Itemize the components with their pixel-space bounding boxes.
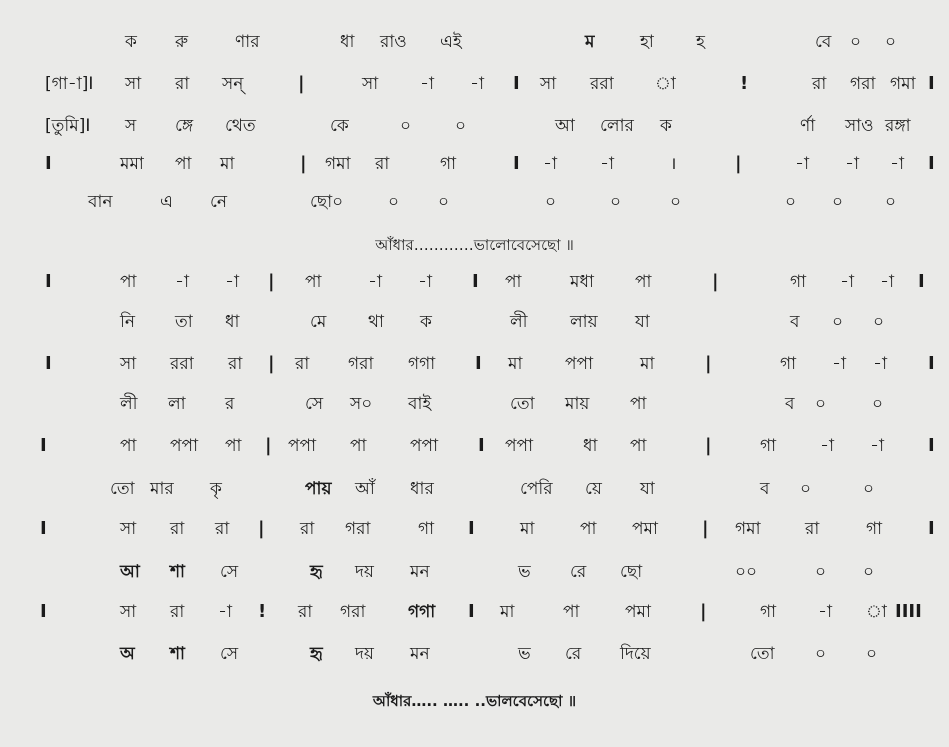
notation-line <box>0 150 949 178</box>
token: এ <box>160 192 173 212</box>
token: পা <box>175 154 192 174</box>
token: ০ <box>800 479 812 499</box>
token: -া <box>795 154 809 174</box>
token: পা <box>505 272 522 292</box>
token: পা <box>120 436 137 456</box>
token: ০ <box>610 192 622 212</box>
token: ০ <box>866 644 878 664</box>
token: I <box>468 601 475 622</box>
token: I <box>472 271 479 292</box>
token: রে <box>570 562 587 582</box>
token: পা <box>225 436 242 456</box>
token: স০ <box>350 394 373 414</box>
token: ০ <box>455 116 467 136</box>
notation-line <box>0 598 949 626</box>
token: ব <box>790 312 800 332</box>
token: লী <box>120 394 138 414</box>
token: এই <box>440 32 462 52</box>
notation-line <box>0 432 949 460</box>
token: পেরি <box>520 479 553 499</box>
token: [তুমি]I <box>45 116 91 136</box>
token: পমা <box>632 519 658 539</box>
token: -া <box>543 154 557 174</box>
token: ধা <box>583 436 598 456</box>
token: ০ <box>872 394 884 414</box>
token: ! <box>740 73 749 94</box>
token: সে <box>220 562 239 582</box>
token: -া <box>218 602 232 622</box>
token: য়ে <box>585 479 602 499</box>
token: আঁ <box>355 479 375 499</box>
lyric-line <box>0 640 949 668</box>
token: I <box>45 353 52 374</box>
refrain-line: আঁধার…………ভালোবেসেছো ॥ <box>375 236 574 254</box>
token: আ <box>120 562 140 582</box>
token: ০ <box>785 192 797 212</box>
token: নি <box>120 312 136 332</box>
token: কে <box>330 116 349 136</box>
token: পায় <box>305 479 332 499</box>
token: | <box>712 271 719 292</box>
token: কৃ <box>210 479 222 499</box>
token: ক <box>420 312 432 332</box>
token: | <box>735 153 742 174</box>
token: গমা <box>325 154 351 174</box>
token: গমা <box>735 519 761 539</box>
token: মন <box>410 644 430 664</box>
token: I <box>45 271 52 292</box>
token: দিয়ে <box>620 644 651 664</box>
token: রা <box>298 602 313 622</box>
token: গমা <box>890 74 916 94</box>
token: I <box>478 435 485 456</box>
token: I <box>918 271 925 292</box>
token: সে <box>220 644 239 664</box>
token: ০ <box>815 394 827 414</box>
token: I <box>928 153 935 174</box>
token: গা <box>790 272 807 292</box>
token: মার <box>150 479 174 499</box>
token: ০ <box>388 192 400 212</box>
lyric-line <box>0 28 949 56</box>
token: পপা <box>170 436 199 456</box>
token: পপা <box>288 436 317 456</box>
token: তো <box>750 644 775 664</box>
token: া <box>655 74 676 94</box>
token: পা <box>120 272 137 292</box>
token: শা <box>170 562 185 582</box>
token: ০ <box>850 32 862 52</box>
token: I <box>40 601 47 622</box>
token: গগা <box>408 602 436 622</box>
token: | <box>298 73 305 94</box>
token: ররা <box>590 74 614 94</box>
token: সা <box>125 74 142 94</box>
token: I <box>513 153 520 174</box>
token: মা <box>500 602 515 622</box>
token: I <box>40 518 47 539</box>
token: রা <box>170 602 185 622</box>
token: বে <box>815 32 832 52</box>
token: গা <box>418 519 435 539</box>
token: পা <box>635 272 652 292</box>
token: মা <box>220 154 235 174</box>
token: ক <box>660 116 672 136</box>
token: থেত <box>225 116 256 136</box>
token: ধার <box>410 479 434 499</box>
token: I <box>513 73 520 94</box>
token: হা <box>640 32 654 52</box>
token: -া <box>175 272 189 292</box>
token: মমা <box>120 154 144 174</box>
token: ভ <box>518 562 531 582</box>
token: ! <box>258 601 267 622</box>
token: গরা <box>345 519 371 539</box>
token: ০ <box>863 562 875 582</box>
token: পপা <box>565 354 594 374</box>
token: ব <box>785 394 795 414</box>
token: ছো০ <box>310 192 344 212</box>
refrain-line: আঁধার….. ….. ..ভালবেসেছো ॥ <box>372 692 577 710</box>
token: রা <box>375 154 390 174</box>
token: রে <box>565 644 582 664</box>
token: হৃ <box>310 644 323 664</box>
token: পপা <box>505 436 534 456</box>
token: ব <box>760 479 770 499</box>
token: রা <box>228 354 243 374</box>
token: পমা <box>625 602 651 622</box>
token: ০ <box>885 32 897 52</box>
token: ০ <box>438 192 450 212</box>
token: ধা <box>225 312 240 332</box>
token: ০ <box>670 192 682 212</box>
token: লী <box>510 312 528 332</box>
token: মা <box>640 354 655 374</box>
token: নে <box>210 192 228 212</box>
token: মায় <box>565 394 590 414</box>
token: গা <box>866 519 883 539</box>
token: যা <box>640 479 655 499</box>
token: মা <box>520 519 535 539</box>
token: ০ <box>885 192 897 212</box>
token: -া <box>890 154 904 174</box>
token: ছো <box>620 562 643 582</box>
token: গা <box>440 154 457 174</box>
token: I <box>468 518 475 539</box>
token: -া <box>600 154 614 174</box>
token: -া <box>845 154 859 174</box>
token: | <box>705 353 712 374</box>
token: -া <box>840 272 854 292</box>
lyric-line <box>0 308 949 336</box>
lyric-line <box>0 475 949 503</box>
token: হ <box>696 32 705 52</box>
token: স <box>125 116 137 136</box>
token: সা <box>540 74 557 94</box>
notation-line <box>0 268 949 296</box>
token: | <box>268 271 275 292</box>
token: রু <box>175 32 189 52</box>
token: ০ <box>815 644 827 664</box>
token: ০০ <box>735 562 758 582</box>
token: -া <box>870 436 884 456</box>
token: দয় <box>355 562 374 582</box>
token: | <box>702 518 709 539</box>
token: ভ <box>518 644 531 664</box>
token: পা <box>563 602 580 622</box>
token: বাই <box>408 394 432 414</box>
token: গরা <box>348 354 374 374</box>
token: -া <box>470 74 484 94</box>
token: পা <box>305 272 322 292</box>
token: তো <box>110 479 135 499</box>
token: গা <box>760 602 777 622</box>
token: লায় <box>570 312 598 332</box>
token: পা <box>580 519 597 539</box>
notation-line <box>0 515 949 543</box>
token: -া <box>880 272 894 292</box>
token: পা <box>350 436 367 456</box>
token: ০ <box>863 479 875 499</box>
lyric-line <box>0 390 949 418</box>
token: | <box>258 518 265 539</box>
token: গগা <box>408 354 436 374</box>
token: মন <box>410 562 430 582</box>
token: সা <box>120 519 137 539</box>
token: অ <box>120 644 135 664</box>
token: ঙ্গে <box>175 116 194 136</box>
token: রাও <box>380 32 407 52</box>
token: [গা-া]I <box>45 74 94 94</box>
token: I <box>928 353 935 374</box>
token: রঙ্গা <box>885 116 911 136</box>
token: ররা <box>170 354 194 374</box>
token: ক <box>125 32 137 52</box>
lyric-line <box>0 112 949 140</box>
token: র্ণা <box>800 116 816 136</box>
token: পা <box>630 436 647 456</box>
token: গরা <box>340 602 366 622</box>
token: -া <box>420 74 434 94</box>
token: তা <box>175 312 193 332</box>
token: ম <box>585 32 595 52</box>
token: I <box>928 518 935 539</box>
token: র <box>225 394 235 414</box>
token: রা <box>300 519 315 539</box>
token: সা <box>120 354 137 374</box>
token: | <box>705 435 712 456</box>
token: ০ <box>815 562 827 582</box>
token: শা <box>170 644 185 664</box>
token: I <box>45 153 52 174</box>
token: রা <box>812 74 827 94</box>
lyric-line <box>0 188 949 216</box>
token: -া <box>820 436 834 456</box>
token: আ <box>555 116 575 136</box>
token: পপা <box>410 436 439 456</box>
token: I <box>475 353 482 374</box>
token: হৃ <box>310 562 323 582</box>
token: -া <box>418 272 432 292</box>
token: রা <box>215 519 230 539</box>
token: -া <box>368 272 382 292</box>
token: IIII <box>895 601 922 622</box>
token: পা <box>630 394 647 414</box>
token: সাও <box>845 116 874 136</box>
token: ০ <box>400 116 412 136</box>
token: দয় <box>355 644 374 664</box>
token: ধা <box>340 32 355 52</box>
notation-line <box>0 70 949 98</box>
token: তো <box>510 394 535 414</box>
token: I <box>40 435 47 456</box>
token: | <box>300 153 307 174</box>
token: রা <box>295 354 310 374</box>
token: -া <box>818 602 832 622</box>
token: থা <box>368 312 384 332</box>
token: | <box>265 435 272 456</box>
token: ০ <box>832 312 844 332</box>
token: সা <box>120 602 137 622</box>
token: সে <box>305 394 324 414</box>
lyric-line <box>0 558 949 586</box>
token: ০ <box>832 192 844 212</box>
token: -া <box>225 272 239 292</box>
token: -া <box>832 354 846 374</box>
token: ০ <box>873 312 885 332</box>
token: গরা <box>850 74 876 94</box>
token: রা <box>170 519 185 539</box>
notation-line <box>0 350 949 378</box>
token: যা <box>635 312 650 332</box>
token: -া <box>873 354 887 374</box>
token: I <box>928 73 935 94</box>
token: বান <box>88 192 113 212</box>
token: রা <box>175 74 190 94</box>
token: লোর <box>600 116 634 136</box>
token: I <box>928 435 935 456</box>
token: । <box>670 154 677 174</box>
token: গা <box>780 354 797 374</box>
token: গা <box>760 436 777 456</box>
token: | <box>700 601 707 622</box>
token: মা <box>508 354 523 374</box>
token: লা <box>168 394 186 414</box>
token: ণার <box>235 32 260 52</box>
token: | <box>268 353 275 374</box>
token: সন্ <box>222 74 244 94</box>
token: রা <box>805 519 820 539</box>
token: সা <box>362 74 379 94</box>
token: মে <box>310 312 327 332</box>
token: মধা <box>570 272 594 292</box>
token: া <box>866 602 887 622</box>
token: ০ <box>545 192 557 212</box>
